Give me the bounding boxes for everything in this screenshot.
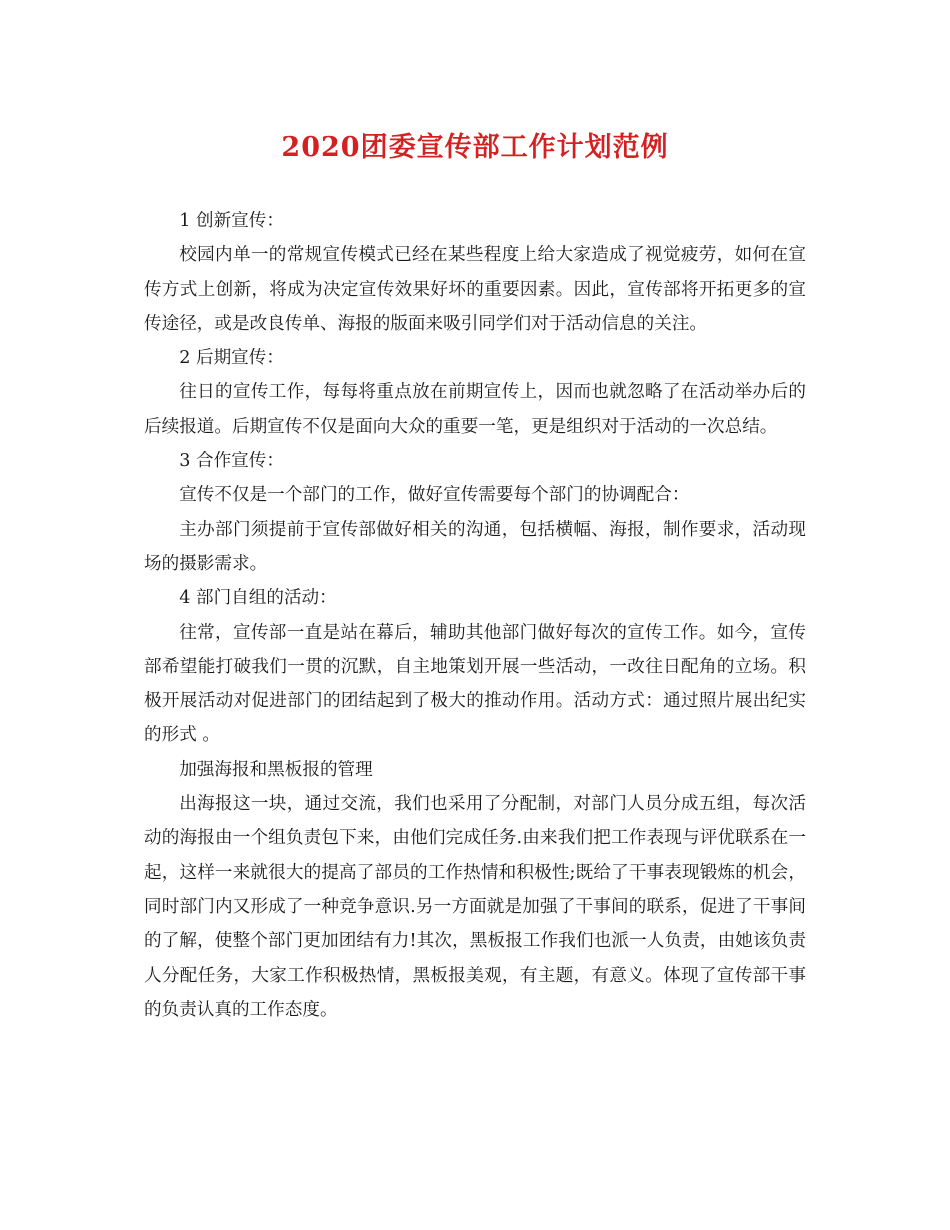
paragraph-follow-up: 往日的宣传工作，每每将重点放在前期宣传上，因而也就忽略了在活动举办后的后续报道。后期宣传不仅是面向大众的重要一笔，更是组织对于活动的一次总结。 bbox=[144, 382, 806, 437]
document-title: 2020团委宣传部工作计划范例 bbox=[281, 132, 669, 163]
paragraph-innovation: 校园内单一的常规宣传模式已经在某些程度上给大家造成了视觉疲劳，如何在宣传方式上创新，将成为决定宣传效果好坏的重要因素。因此，宣传部将开拓更多的宣传途径，或是改良传单、海报的版面来吸引同学们对于活动信息的关注。 bbox=[144, 245, 806, 334]
section-heading-follow-up: 2 后期宣传： bbox=[179, 348, 284, 369]
section-heading-innovation: 1 创新宣传： bbox=[179, 211, 284, 231]
paragraph-cooperation-intro: 宣传不仅是一个部门的工作，做好宣传需要每个部门的协调配合： bbox=[179, 485, 690, 506]
document-body bbox=[144, 204, 806, 1027]
section-heading-cooperation: 3 合作宣传： bbox=[179, 451, 284, 472]
section-heading-own-activities: 4 部门自组的活动： bbox=[179, 588, 337, 609]
paragraph-cooperation-detail: 主办部门须提前于宣传部做好相关的沟通，包括横幅、海报，制作要求，活动现场的摄影需求。 bbox=[144, 519, 806, 574]
paragraph-poster-management: 出海报这一块，通过交流，我们也采用了分配制，对部门人员分成五组，每次活动的海报由一个组负责包下来，由他们完成任务.由来我们把工作表现与评优联系在一起，这样一来就很大的提高了部员的工作热情和积极性;既给了干事表现锻炼的机会，同时部门内又形成了一种竞争意识.另一方面就是加强了干事间的联系，促进了干事间的了解，使整个部门更加团结有力!其次，黑板报工作我们也派一人负责，由她该负责人分配任务，大家工作积极热情，黑板报美观，有主题，有意义。体现了宣传部干事的负责认真的工作态度。 bbox=[144, 794, 806, 1020]
section-heading-poster-management: 加强海报和黑板报的管理 bbox=[179, 759, 373, 780]
paragraph-own-activities: 往常，宣传部一直是站在幕后，辅助其他部门做好每次的宣传工作。如今，宣传部希望能打破我们一贯的沉默，自主地策划开展一些活动，一改往日配角的立场。积极开展活动对促进部门的团结起到了极大的推动作用。活动方式：通过照片展出纪实的形式 。 bbox=[144, 622, 806, 746]
